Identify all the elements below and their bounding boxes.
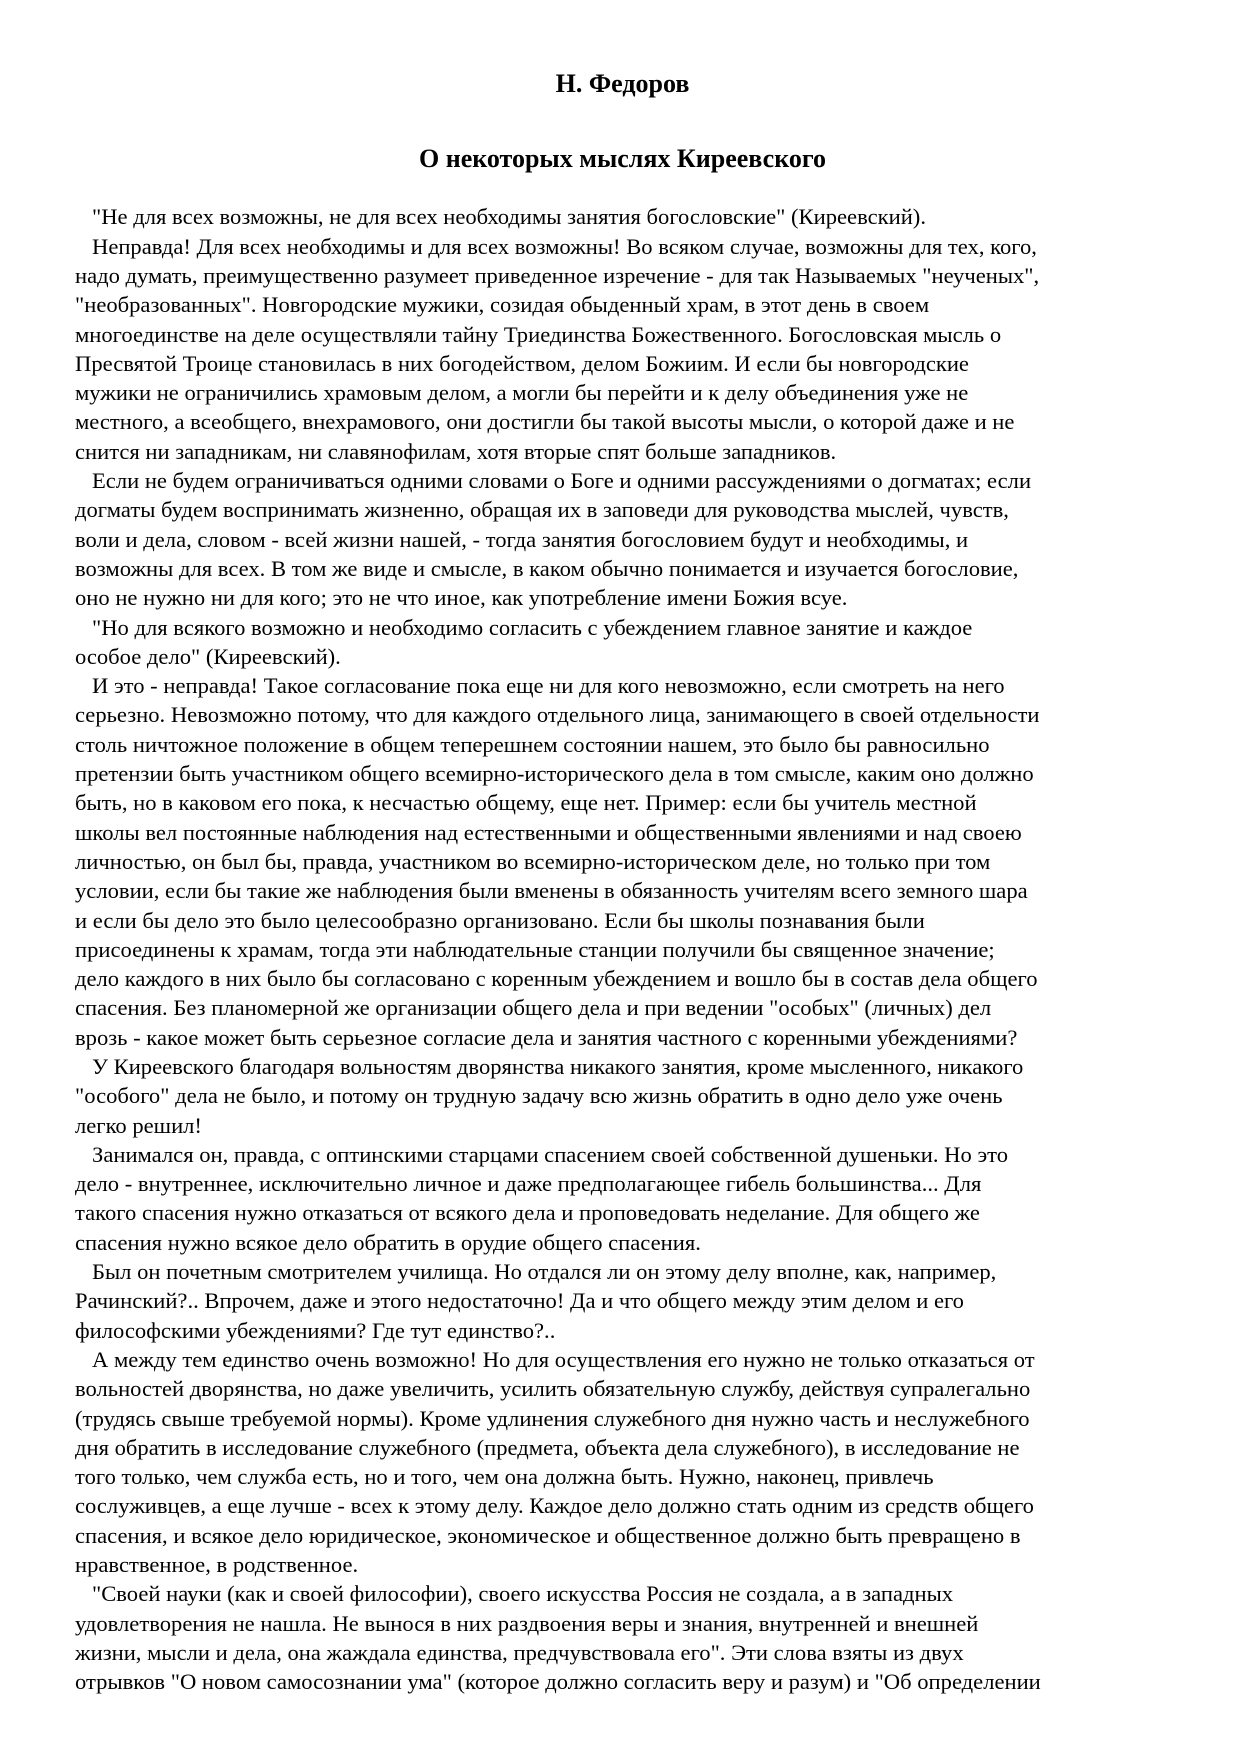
paragraph-line: "Не для всех возможны, не для всех необходимы занятия богословские" (Киреевский). [92,204,926,230]
paragraph-line: И это - неправда! Такое согласование пока еще ни для кого невозможно, если смотреть на него [92,673,1005,699]
document-title: О некоторых мыслях Киреевского [419,144,826,174]
paragraph [75,1140,1170,1257]
paragraph-line: врозь - какое может быть серьезное согласие дела и занятия частного с коренными убеждениями? [75,1024,1018,1050]
paragraph [75,613,1170,672]
paragraph-line: "Но для всякого возможно и необходимо согласить с убеждением главное занятие и каждое [92,614,973,640]
paragraph-line: надо думать, преимущественно разумеет приведенное изречение - для так Называемых "неученых", [75,262,1040,288]
paragraph-line: У Киреевского благодаря вольностям дворянства никакого занятия, кроме мысленного, никакого [92,1053,1024,1079]
paragraph-line: дня обратить в исследование служебного (предмета, объекта дела служебного), в исследование не [75,1434,1020,1460]
paragraph-line: жизни, мысли и дела, она жаждала единства, предчувствовала его". Эти слова взяты из двух [75,1639,964,1665]
paragraph-line: спасения, и всякое дело юридическое, экономическое и общественное должно быть превращено в [75,1522,1021,1548]
paragraph-line: сослуживцев, а еще лучше - всех к этому делу. Каждое дело должно стать одним из средств общего [75,1493,1034,1519]
paragraph-line: школы вел постоянные наблюдения над естественными и общественными явлениями и над своею [75,819,1022,845]
paragraph-line: дело - внутреннее, исключительно личное и даже предполагающее гибель большинства... Для [75,1171,982,1197]
author-name: Н. Федоров [555,69,690,98]
paragraph [75,232,1170,466]
paragraph-line: личностью, он был бы, правда, участником во всемирно-историческом деле, но только при том [75,848,991,874]
paragraph-line: серьезно. Невозможно потому, что для каждого отдельного лица, занимающего в своей отдельности [75,702,1040,728]
paragraph-line: Если не будем ограничиваться одними словами о Боге и одними рассуждениями о догматах; если [92,468,1032,494]
paragraph-line: удовлетворения не нашла. Не вынося в них раздвоения веры и знания, внутренней и внешней [75,1610,979,1636]
paragraph [75,1579,1170,1696]
paragraph-line: снится ни западникам, ни славянофилам, хотя вторые спят больше западников. [75,438,837,464]
paragraph-line: Был он почетным смотрителем училища. Но отдался ли он этому делу вполне, как, например, [92,1259,997,1285]
paragraph-line: легко решил! [75,1112,202,1138]
document-body [75,202,1170,1696]
paragraph-line: "Своей науки (как и своей философии), своего искусства Россия не создала, а в западных [92,1581,954,1607]
paragraph-line: спасения нужно всякое дело обратить в орудие общего спасения. [75,1229,701,1255]
paragraph-line: отрывков "О новом самосознании ума" (которое должно согласить веру и разум) и "Об определении [75,1669,1041,1695]
paragraph-line: спасения. Без планомерной же организации общего дела и при ведении "особых" (личных) дел [75,995,992,1021]
paragraph-line: Занимался он, правда, с оптинскими старцами спасением своей собственной душеньки. Но это [92,1141,1009,1167]
paragraph-line: многоединстве на деле осуществляли тайну Триединства Божественного. Богословская мысль о [75,321,1002,347]
paragraph-line: столь ничтожное положение в общем теперешнем состоянии нашем, это было бы равносильно [75,731,990,757]
paragraph-line: того только, чем служба есть, но и того, чем она должна быть. Нужно, наконец, привлечь [75,1464,934,1490]
paragraph-line: присоединены к храмам, тогда эти наблюдательные станции получили бы священное значение; [75,936,995,962]
paragraph-line: вольностей дворянства, но даже увеличить, усилить обязательную службу, действуя супралегально [75,1376,1031,1402]
paragraph [75,1345,1170,1579]
paragraph-line: "необразованных". Новгородские мужики, созидая обыденный храм, в этот день в своем [75,292,930,318]
paragraph-line: Рачинский?.. Впрочем, даже и этого недостаточно! Да и что общего между этим делом и его [75,1288,964,1314]
paragraph-line: такого спасения нужно отказаться от всякого дела и проповедовать неделание. Для общего же [75,1200,980,1226]
paragraph [75,466,1170,612]
paragraph-line: мужики не ограничились храмовым делом, а могли бы перейти и к делу объединения уже не [75,380,969,406]
paragraph-line: оно не нужно ни для кого; это не что иное, как употребление имени Божия всуе. [75,585,848,611]
paragraph-line: "особого" дела не было, и потому он трудную задачу всю жизнь обратить в одно дело уже очень [75,1083,1003,1109]
paragraph-line: нравственное, в родственное. [75,1552,359,1578]
paragraph [75,202,1170,231]
paragraph [75,1052,1170,1140]
paragraph-line: философскими убеждениями? Где тут единство?.. [75,1317,556,1343]
document-page [75,68,1170,1697]
paragraph-line: особое дело" (Киреевский). [75,643,341,669]
paragraph-line: (трудясь свыше требуемой нормы). Кроме удлинения служебного дня нужно часть и неслужебного [75,1405,1030,1431]
paragraph-line: воли и дела, словом - всей жизни нашей, - тогда занятия богословием будут и необходимы, и [75,526,969,552]
paragraph [75,1257,1170,1345]
paragraph-line: местного, а всеобщего, внехрамового, они достигли бы такой высоты мысли, о которой даже и не [75,409,1015,435]
paragraph-line: А между тем единство очень возможно! Но для осуществления его нужно не только отказаться от [92,1346,1035,1372]
paragraph-line: догматы будем воспринимать жизненно, обращая их в заповеди для руководства мыслей, чувств, [75,497,1009,523]
paragraph-line: претензии быть участником общего всемирно-исторического дела в том смысле, каким оно должно [75,761,1034,787]
paragraph-line: быть, но в каковом его пока, к несчастью общему, еще нет. Пример: если бы учитель местной [75,790,977,816]
paragraph-line: возможны для всех. В том же виде и смысле, в каком обычно понимается и изучается богословие, [75,555,1019,581]
paragraph-line: условии, если бы такие же наблюдения были вменены в обязанность учителям всего земного шара [75,878,1028,904]
paragraph-line: Неправда! Для всех необходимы и для всех возможны! Во всяком случае, возможны для тех, кого, [92,233,1037,259]
paragraph-line: Пресвятой Троице становилась в них богодейством, делом Божиим. И если бы новгородские [75,350,969,376]
paragraph [75,671,1170,1052]
paragraph-line: дело каждого в них было бы согласовано с коренным убеждением и вошло бы в состав дела общего [75,966,1038,992]
paragraph-line: и если бы дело это было целесообразно организовано. Если бы школы познавания были [75,907,925,933]
